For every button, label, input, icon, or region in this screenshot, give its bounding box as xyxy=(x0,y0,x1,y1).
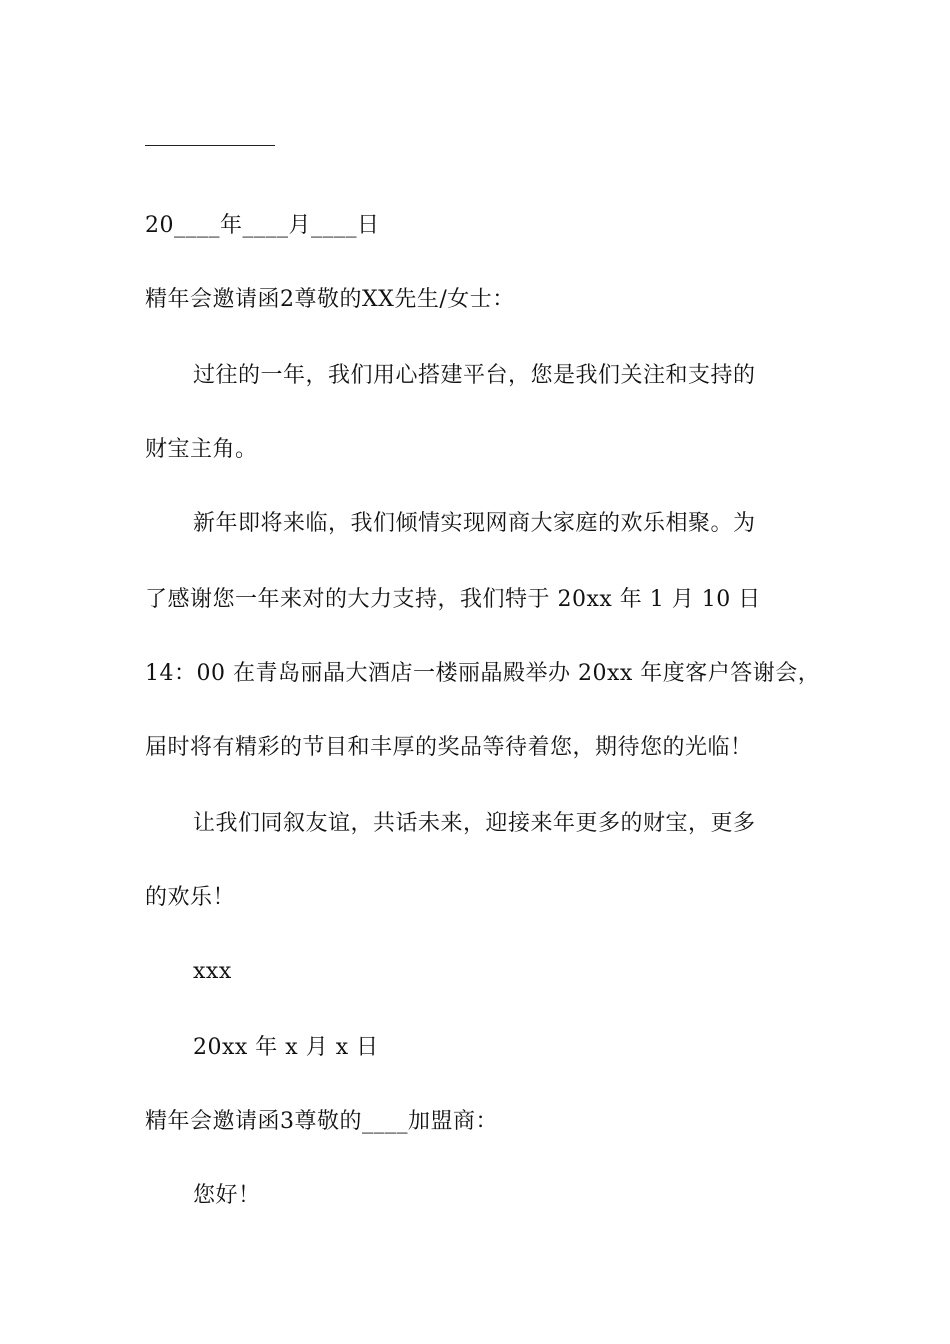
paragraph-2-line-4: 届时将有精彩的节目和丰厚的奖品等待着您，期待您的光临！ xyxy=(145,735,753,760)
greeting: 您好！ xyxy=(193,1183,261,1208)
signature-rule xyxy=(145,145,275,146)
signature-name: xxx xyxy=(193,959,232,984)
invitation-heading-3: 精年会邀请函3尊敬的____加盟商： xyxy=(145,1109,498,1134)
paragraph-2-line-3: 14：00 在青岛丽晶大酒店一楼丽晶殿举办 20xx 年度客户答谢会， xyxy=(145,661,821,686)
invitation-heading-2: 精年会邀请函2尊敬的XX先生/女士： xyxy=(145,287,515,312)
paragraph-3-line-1: 让我们同叙友谊，共话未来，迎接来年更多的财宝，更多 xyxy=(193,811,756,836)
paragraph-3-line-2: 的欢乐！ xyxy=(145,885,236,910)
paragraph-1-line-1: 过往的一年，我们用心搭建平台，您是我们关注和支持的 xyxy=(193,363,756,388)
paragraph-1-line-2: 财宝主角。 xyxy=(145,437,258,462)
paragraph-2-line-2: 了感谢您一年来对的大力支持，我们特于 20xx 年 1 月 10 日 xyxy=(145,587,761,612)
date-line: 20____年____月____日 xyxy=(145,213,380,238)
paragraph-2-line-1: 新年即将来临，我们倾情实现网商大家庭的欢乐相聚。为 xyxy=(193,511,756,536)
signature-date: 20xx 年 x 月 x 日 xyxy=(193,1035,379,1060)
